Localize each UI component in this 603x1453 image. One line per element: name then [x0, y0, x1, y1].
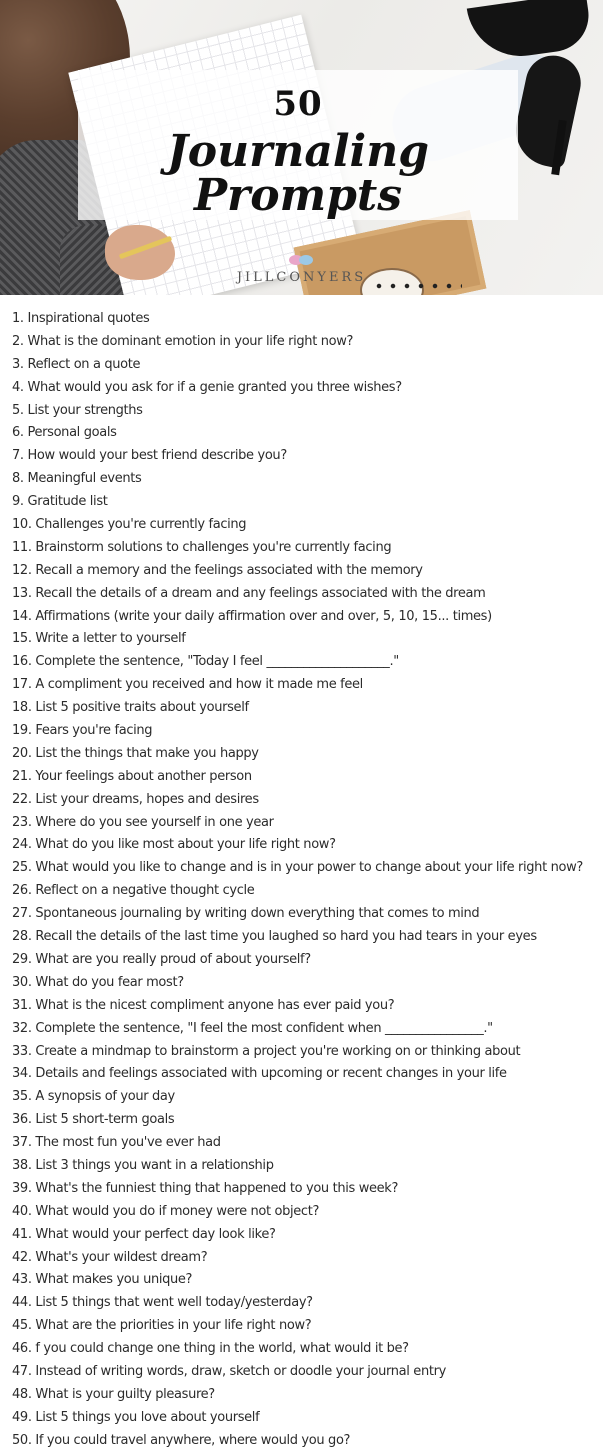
list-item: 34. Details and feelings associated with upcoming or recent changes in your life [12, 1066, 507, 1082]
list-item: 35. A synopsis of your day [12, 1089, 175, 1105]
list-item: 45. What are the priorities in your life right now? [12, 1318, 312, 1334]
list-item: 20. List the things that make you happy [12, 745, 259, 761]
list-item: 26. Reflect on a negative thought cycle [12, 883, 255, 899]
prompt-list [0, 308, 603, 1453]
list-item: 7. How would your best friend describe you? [12, 448, 287, 464]
list-item: 12. Recall a memory and the feelings associated with the memory [12, 562, 423, 578]
list-item: 42. What's your wildest dream? [12, 1249, 208, 1265]
list-item: 6. Personal goals [12, 425, 117, 441]
list-item: 9. Gratitude list [12, 494, 108, 510]
list-item: 50. If you could travel anywhere, where would you go? [12, 1432, 351, 1448]
list-item: 2. What is the dominant emotion in your life right now? [12, 333, 354, 349]
list-item: 17. A compliment you received and how it made me feel [12, 677, 363, 693]
list-item: 16. Complete the sentence, "Today I feel ____________________." [12, 654, 399, 670]
list-item: 3. Reflect on a quote [12, 356, 141, 372]
list-item: 37. The most fun you've ever had [12, 1135, 221, 1151]
list-item: 21. Your feelings about another person [12, 768, 252, 784]
list-item: 33. Create a mindmap to brainstorm a project you're working on or thinking about [12, 1043, 521, 1059]
title-number: 50 [273, 84, 323, 124]
list-item: 13. Recall the details of a dream and any feelings associated with the dream [12, 585, 486, 601]
list-item: 28. Recall the details of the last time you laughed so hard you had tears in your eyes [12, 929, 537, 945]
list-item: 32. Complete the sentence, "I feel the most confident when ________________." [12, 1020, 493, 1036]
list-item: 46. f you could change one thing in the world, what would it be? [12, 1341, 409, 1357]
list-item: 39. What's the funniest thing that happened to you this week? [12, 1180, 399, 1196]
list-item: 30. What do you fear most? [12, 974, 184, 990]
list-item: 15. Write a letter to yourself [12, 631, 186, 647]
list-item: 41. What would your perfect day look like? [12, 1226, 276, 1242]
list-item: 1. Inspirational quotes [12, 311, 150, 326]
list-item: 24. What do you like most about your life right now? [12, 837, 336, 853]
list-item: 29. What are you really proud of about yourself? [12, 951, 311, 967]
list-item: 22. List your dreams, hopes and desires [12, 791, 259, 807]
list-item: 31. What is the nicest compliment anyone has ever paid you? [12, 997, 395, 1013]
list-item: 40. What would you do if money were not object? [12, 1203, 320, 1219]
list-item: 4. What would you ask for if a genie granted you three wishes? [12, 379, 402, 395]
list-item: 11. Brainstorm solutions to challenges you're currently facing [12, 539, 392, 555]
list-item: 27. Spontaneous journaling by writing down everything that comes to mind [12, 906, 480, 922]
butterfly-icon [288, 254, 314, 268]
list-item: 8. Meaningful events [12, 471, 142, 487]
list-item: 10. Challenges you're currently facing [12, 517, 247, 533]
page-title: Journaling Prompts [166, 126, 430, 221]
list-item: 19. Fears you're facing [12, 723, 153, 739]
list-item: 5. List your strengths [12, 402, 143, 418]
list-item: 43. What makes you unique? [12, 1272, 193, 1288]
list-item: 49. List 5 things you love about yourself [12, 1409, 260, 1425]
brand-logo-text: JILLCONYERS [236, 270, 367, 285]
list-item: 48. What is your guilty pleasure? [12, 1386, 215, 1402]
hero-photo [0, 0, 603, 295]
list-item: 44. List 5 things that went well today/yesterday? [12, 1295, 313, 1311]
list-item: 36. List 5 short-term goals [12, 1112, 175, 1128]
list-item: 14. Affirmations (write your daily affirmation over and over, 5, 10, 15... times) [12, 608, 492, 624]
list-item: 23. Where do you see yourself in one year [12, 814, 274, 830]
list-item: 47. Instead of writing words, draw, sketch or doodle your journal entry [12, 1363, 446, 1379]
list-item: 25. What would you like to change and is in your power to change about your life right now? [12, 860, 583, 876]
title-panel [78, 70, 518, 220]
list-item: 18. List 5 positive traits about yourself [12, 700, 249, 716]
list-item: 38. List 3 things you want in a relationship [12, 1157, 274, 1173]
